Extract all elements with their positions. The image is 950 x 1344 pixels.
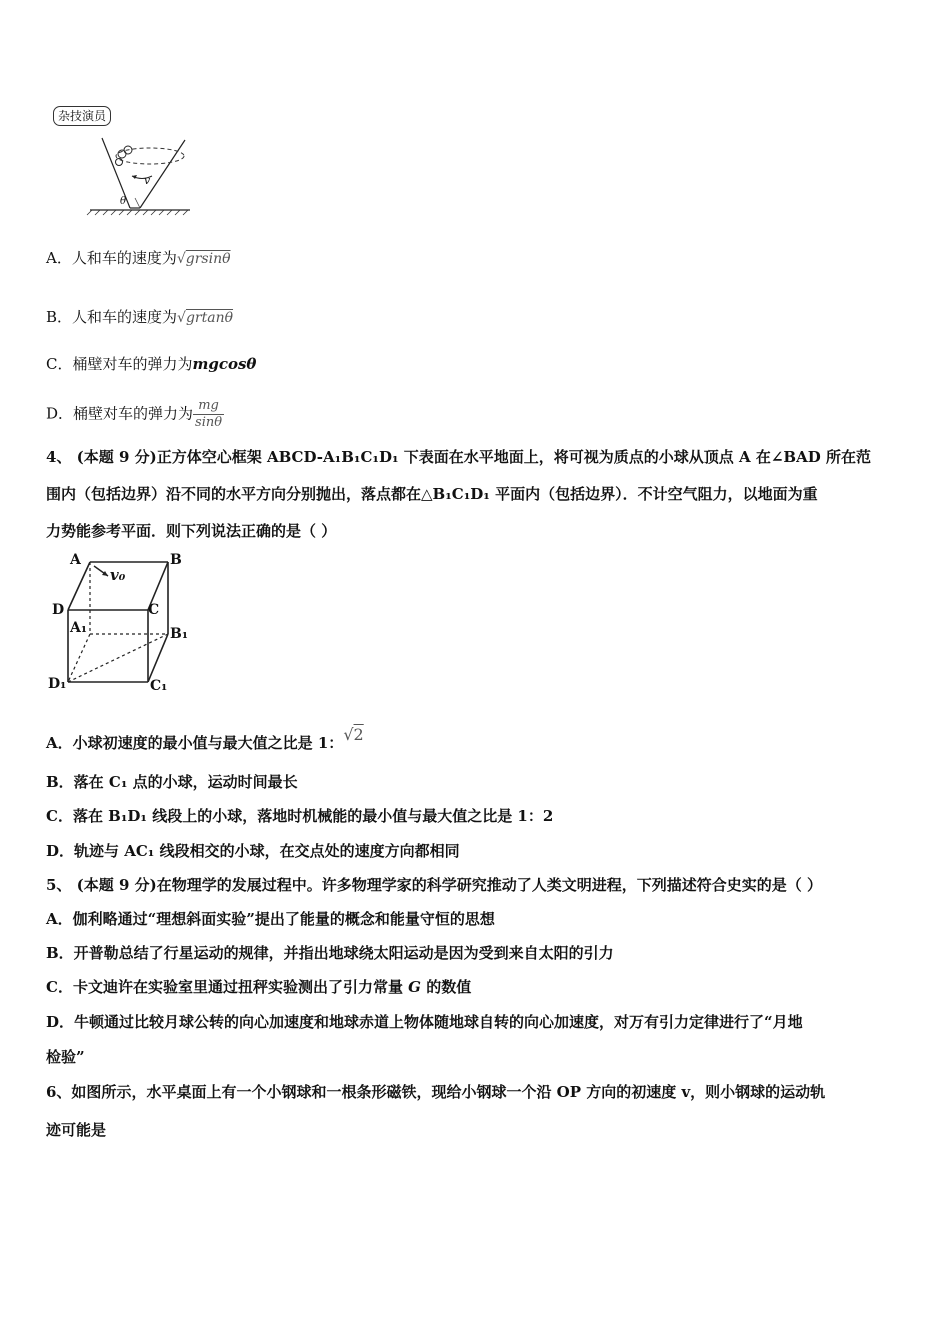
vertex-c: C (148, 602, 160, 618)
vertex-b1: B₁ (170, 626, 188, 642)
vertex-a: A (70, 552, 81, 568)
vertex-a1: A₁ (70, 620, 87, 636)
q4-option-c: C．落在 B₁D₁ 线段上的小球，落地时机械能的最小值与最大值之比是 1：2 (46, 807, 554, 825)
q3-option-b: B．人和车的速度为√grtanθ (46, 308, 234, 326)
q4-stem-line-1: 4、 (本题 9 分)正方体空心框架 ABCD-A₁B₁C₁D₁ 下表面在水平地面上，将可视为质点的小球从顶点 A 在∠BAD 所在范 (46, 448, 871, 466)
acrobat-label-bubble: 杂技演员 (53, 106, 111, 126)
q3-option-c: C．桶壁对车的弹力为mgcosθ (46, 355, 257, 373)
q5-stem: 5、 (本题 9 分)在物理学的发展过程中。许多物理学家的科学研究推动了人类文明进程，下列描述符合史实的是（ ） (46, 876, 822, 894)
q3-option-d: D．桶壁对车的弹力为 $\frac{mg}{\sin\theta}$ (46, 398, 223, 430)
q6-stem-line-1: 6、如图所示，水平桌面上有一个小钢球和一根条形磁铁，现给小钢球一个沿 OP 方向的初速度 v，则小钢球的运动轨 (46, 1083, 826, 1101)
q6-stem-line-2: 迹可能是 (46, 1121, 107, 1139)
sqrt-formula: √2 (343, 725, 364, 744)
q5-option-b: B．开普勒总结了行星运动的规律，并指出地球绕太阳运动是因为受到来自太阳的引力 (46, 944, 614, 962)
q5-option-d-line-2: 检验” (46, 1048, 85, 1066)
sqrt-formula: √grtanθ (177, 310, 234, 326)
cone-figure (80, 118, 200, 218)
q5-option-d-line-1: D．牛顿通过比较月球公转的向心加速度和地球赤道上物体随地球自转的向心加速度，对万有引力定律进行了“月地 (46, 1013, 803, 1031)
velocity-v0-label: v₀ (110, 566, 126, 584)
q5-option-c: C．卡文迪许在实验室里通过扭秤实验测出了引力常量 G 的数值 (46, 978, 472, 996)
q4-option-b: B．落在 C₁ 点的小球，运动时间最长 (46, 773, 298, 791)
vertex-d1: D₁ (48, 676, 67, 692)
theta-label: θ (120, 196, 127, 207)
q4-option-d: D．轨迹与 AC₁ 线段相交的小球，在交点处的速度方向都相同 (46, 842, 460, 860)
q4-stem-line-3: 力势能参考平面．则下列说法正确的是（ ） (46, 522, 337, 540)
q5-option-a: A．伽利略通过“理想斜面实验”提出了能量的概念和能量守恒的思想 (46, 910, 495, 928)
vertex-b: B (170, 552, 182, 568)
vertex-c1: C₁ (150, 678, 168, 694)
vertex-d: D (52, 602, 65, 618)
q4-option-a: A．小球初速度的最小值与最大值之比是 1：√2 (46, 725, 364, 752)
velocity-label: v (144, 174, 151, 187)
q4-stem-line-2: 围内（包括边界）沿不同的水平方向分别抛出，落点都在△B₁C₁D₁ 平面内（包括边界）．不计空气阻力，以地面为重 (46, 485, 818, 503)
q3-option-a: A．人和车的速度为√grsinθ (46, 249, 231, 267)
fraction: $\frac{mg}{\sin\theta}$ (195, 398, 223, 430)
sqrt-formula: √grsinθ (176, 251, 231, 267)
